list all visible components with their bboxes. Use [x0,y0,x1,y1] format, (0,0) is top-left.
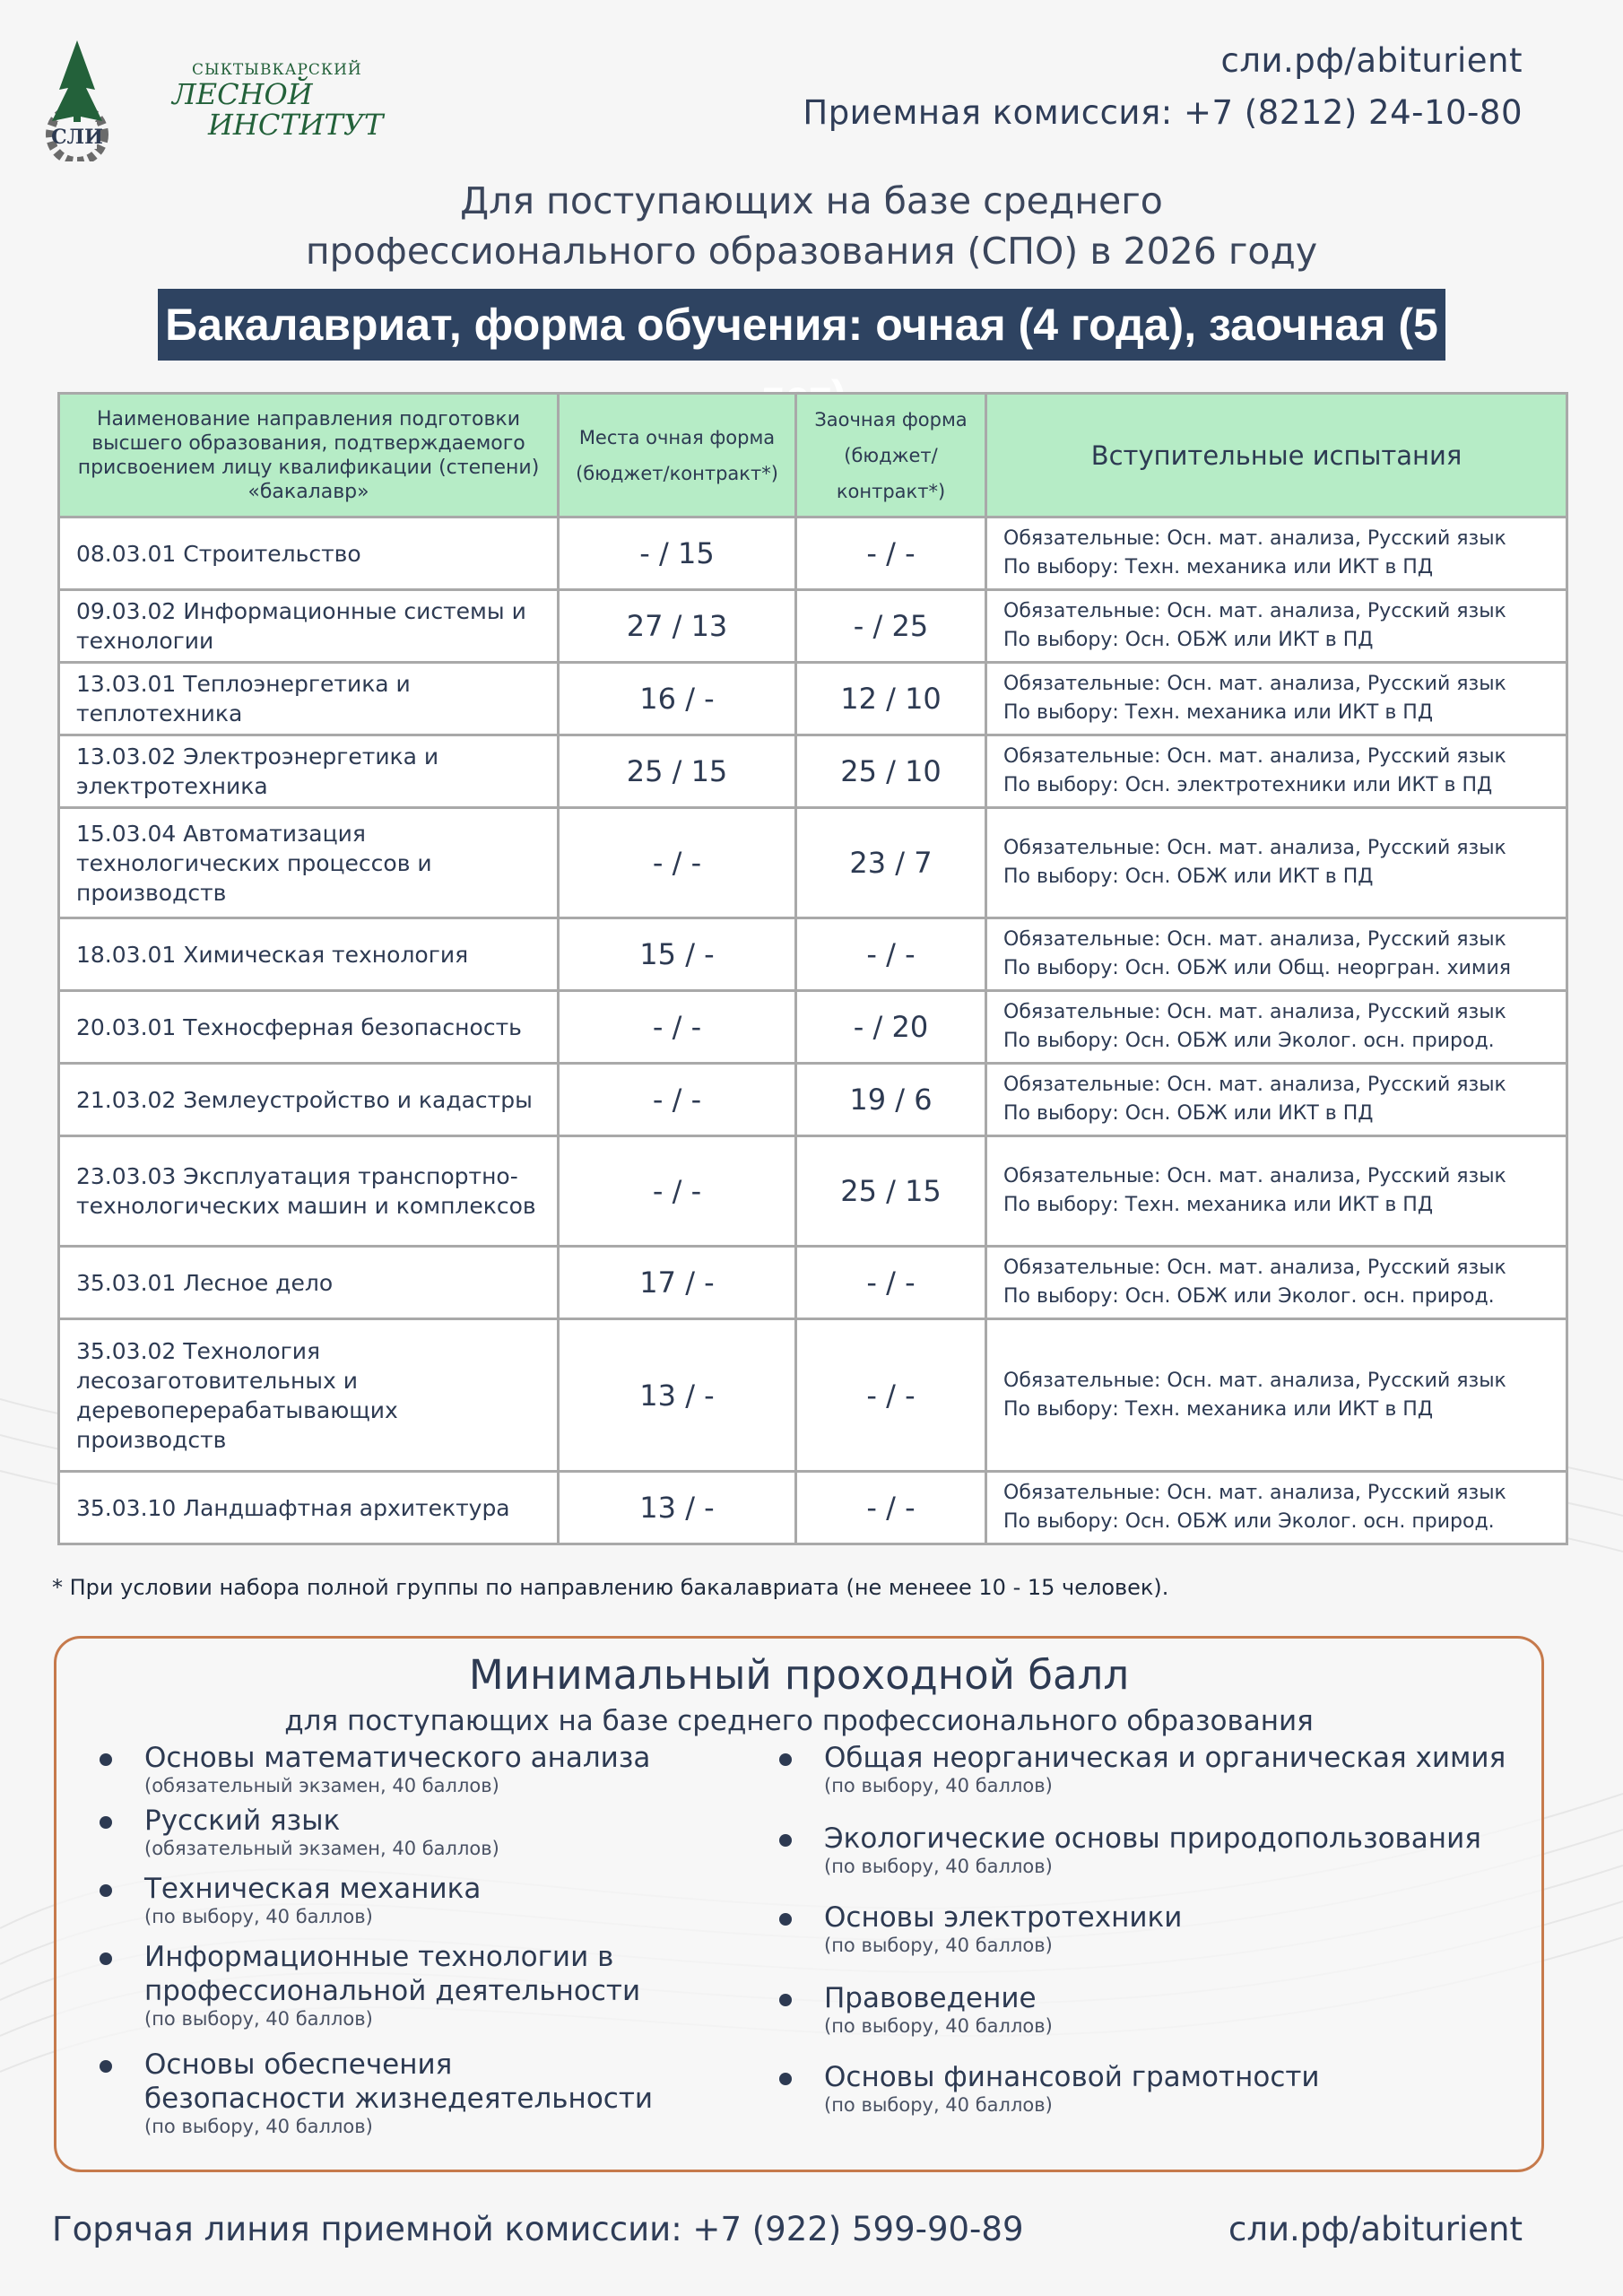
header-parttime [796,394,986,517]
exams-optional: По выбору: Осн. ОБЖ или ИКТ в ПД [1003,629,1374,651]
subject-item [779,1981,1515,2037]
hotline-phone[interactable]: Горячая линия приемной комиссии: +7 (922) 599-90-89 [52,2210,1024,2248]
exams-required: Обязательные: Осн. мат. анализа, Русский язык [1003,1001,1506,1023]
parttime-seats: - / 25 [796,590,986,663]
entrance-exams [986,1136,1567,1247]
fulltime-seats: 25 / 15 [559,735,796,808]
exams-optional: По выбору: Техн. механика или ИКТ в ПД [1003,556,1434,578]
table-row [59,1319,1567,1472]
entrance-exams [986,1319,1567,1472]
program-banner: Бакалавриат, форма обучения: очная (4 года), заочная (5 [158,289,1445,361]
programs-table [57,392,1568,1545]
subject-note: (по выбору, 40 баллов) [144,1906,373,1927]
bullet-icon [100,2060,112,2073]
program-name: 21.03.02 Землеустройство и кадастры [59,1064,559,1136]
subject-note: (по выбору, 40 баллов) [144,2008,373,2030]
header-phone[interactable]: Приемная комиссия: +7 (8212) 24-10-80 [803,93,1523,132]
program-name: 18.03.01 Химическая технология [59,918,559,991]
logo-line2: ИНСТИТУТ [208,108,384,142]
exams-required: Обязательные: Осн. мат. анализа, Русский язык [1003,837,1506,859]
exams-required: Обязательные: Осн. мат. анализа, Русский язык [1003,1257,1506,1279]
exams-optional: По выбору: Осн. ОБЖ или Эколог. осн. природ. [1003,1510,1495,1533]
exams-optional: По выбору: Техн. механика или ИКТ в ПД [1003,1397,1434,1421]
table-row [59,808,1567,918]
header-url-link[interactable]: сли.рф/abiturient [1220,41,1523,80]
fulltime-seats: - / 15 [559,517,796,590]
fulltime-seats: 16 / - [559,663,796,735]
subject-note: (по выбору, 40 баллов) [824,1775,1053,1796]
subject-name: Информационные технологии в профессиональной деятельности [144,1941,641,2007]
exams-required: Обязательные: Осн. мат. анализа, Русский язык [1003,527,1506,550]
fulltime-seats: - / - [559,1064,796,1136]
exams-required: Обязательные: Осн. мат. анализа, Русский язык [1003,745,1506,768]
table-row [59,517,1567,590]
intro-line2: профессионального образования (СПО) в 2026 году [305,230,1318,273]
entrance-exams [986,735,1567,808]
parttime-seats: - / - [796,517,986,590]
subject-note: (по выбору, 40 баллов) [824,2094,1053,2116]
entrance-exams [986,991,1567,1064]
header-parttime-note: (бюджет/контракт*) [836,444,946,502]
parttime-seats: 19 / 6 [796,1064,986,1136]
bullet-icon [100,1753,112,1766]
table-row [59,918,1567,991]
footnote: * При условии набора полной группы по направлению бакалавриата (не менеее 10 - 15 человек). [52,1575,1169,1600]
bullet-icon [779,1994,792,2006]
entrance-exams [986,1247,1567,1319]
table-row [59,1136,1567,1247]
exams-optional: По выбору: Осн. ОБЖ или ИКТ в ПД [1003,1102,1374,1125]
entrance-exams [986,590,1567,663]
parttime-seats: - / 20 [796,991,986,1064]
header-parttime-label: Заочная форма [814,408,968,430]
logo-small-text: СЫКТЫВКАРСКИЙ [192,61,362,79]
entrance-exams [986,1472,1567,1544]
fulltime-seats: - / - [559,991,796,1064]
subject-item [100,1804,727,1859]
exams-optional: По выбору: Осн. ОБЖ или Эколог. осн. природ. [1003,1030,1495,1052]
parttime-seats: - / - [796,1472,986,1544]
entrance-exams [986,1064,1567,1136]
parttime-seats: 12 / 10 [796,663,986,735]
exams-required: Обязательные: Осн. мат. анализа, Русский язык [1003,1165,1506,1187]
bullet-icon [100,1952,112,1965]
program-name: 15.03.04 Автоматизация технологических процессов и производств [59,808,559,918]
parttime-seats: - / - [796,1319,986,1472]
subject-name: Основы обеспечения безопасности жизнедеятельности [144,2048,654,2115]
exams-required: Обязательные: Осн. мат. анализа, Русский язык [1003,1074,1506,1096]
logo-line1: ЛЕСНОЙ [172,77,313,111]
parttime-seats: 25 / 10 [796,735,986,808]
subject-item [100,2048,655,2137]
subject-name: Правоведение [824,1982,1037,2014]
bullet-icon [779,2073,792,2085]
exams-optional: По выбору: Осн. электротехники или ИКТ в ПД [1003,774,1493,796]
subject-note: (обязательный экзамен, 40 баллов) [144,1775,499,1796]
table-row [59,735,1567,808]
exams-required: Обязательные: Осн. мат. анализа, Русский язык [1003,1482,1506,1504]
fulltime-seats: 13 / - [559,1472,796,1544]
program-name: 35.03.10 Ландшафтная архитектура [59,1472,559,1544]
program-name: 08.03.01 Строительство [59,517,559,590]
min-score-subtitle: для поступающих на базе среднего профессионального образования [284,1705,1314,1737]
subject-item [779,1822,1515,1877]
fulltime-seats: 13 / - [559,1319,796,1472]
subject-note: (по выбору, 40 баллов) [824,1935,1053,1956]
bullet-icon [779,1913,792,1926]
table-row [59,590,1567,663]
entrance-exams [986,663,1567,735]
exams-required: Обязательные: Осн. мат. анализа, Русский язык [1003,928,1506,951]
subject-item [100,1940,655,2030]
logo-tree-gear-icon [32,36,122,161]
fulltime-seats: 17 / - [559,1247,796,1319]
subject-item [779,2060,1515,2116]
subject-note: (обязательный экзамен, 40 баллов) [144,1838,499,1859]
program-name: 09.03.02 Информационные системы и технологии [59,590,559,663]
program-name: 13.03.02 Электроэнергетика и электротехника [59,735,559,808]
subject-item [100,1872,727,1927]
subject-name: Основы финансовой грамотности [824,2061,1320,2093]
subject-item [779,1900,1515,1956]
institute-logo [32,36,391,161]
table-row [59,663,1567,735]
footer-url-link[interactable]: сли.рф/abiturient [1228,2210,1523,2248]
entrance-exams [986,808,1567,918]
exams-optional: По выбору: Осн. ОБЖ или ИКТ в ПД [1003,865,1374,888]
bullet-icon [779,1834,792,1847]
fulltime-seats: 15 / - [559,918,796,991]
subject-note: (по выбору, 40 баллов) [824,1856,1053,1877]
subject-name: Техническая механика [144,1873,482,1905]
intro-line1: Для поступающих на базе среднего [460,179,1163,222]
min-score-title: Минимальный проходной балл [468,1651,1130,1699]
subject-name: Основы электротехники [824,1901,1183,1934]
program-name: 20.03.01 Техносферная безопасность [59,991,559,1064]
exams-required: Обязательные: Осн. мат. анализа, Русский язык [1003,600,1506,622]
intro-heading [0,176,1623,276]
min-score-panel [54,1636,1544,2172]
subject-note: (по выбору, 40 баллов) [824,2015,1053,2037]
program-name: 13.03.01 Теплоэнергетика и теплотехника [59,663,559,735]
subject-note: (по выбору, 40 баллов) [144,2116,373,2137]
exams-optional: По выбору: Техн. механика или ИКТ в ПД [1003,701,1434,724]
entrance-exams [986,918,1567,991]
table-header-row [59,394,1567,517]
exams-required: Обязательные: Осн. мат. анализа, Русский язык [1003,1369,1506,1392]
subject-name: Основы математического анализа [144,1742,651,1774]
program-name: 35.03.02 Технология лесозаготовительных и деревоперерабатывающих производств [59,1319,559,1472]
subject-name: Русский язык [144,1805,341,1837]
exams-required: Обязательные: Осн. мат. анализа, Русский язык [1003,673,1506,695]
logo-mark-text: СЛИ [51,126,103,149]
fulltime-seats: - / - [559,808,796,918]
subject-item [100,1741,727,1796]
bullet-icon [100,1884,112,1897]
table-row [59,1472,1567,1544]
entrance-exams [986,517,1567,590]
header-fulltime-note: (бюджет/контракт*) [576,462,778,484]
bullet-icon [100,1816,112,1829]
parttime-seats: 25 / 15 [796,1136,986,1247]
header-program-name: Наименование направления подготовки высшего образования, подтверждаемого присвоением лицу квалификации (степени) «бакалавр» [59,394,559,517]
exams-optional: По выбору: Техн. механика или ИКТ в ПД [1003,1194,1434,1216]
exams-optional: По выбору: Осн. ОБЖ или Общ. неоргран. химия [1003,957,1512,979]
subject-item [779,1741,1515,1796]
subject-name: Экологические основы природопользования [824,1822,1481,1855]
exams-optional: По выбору: Осн. ОБЖ или Эколог. осн. природ. [1003,1285,1495,1308]
program-name: 23.03.03 Эксплуатация транспортно-технологических машин и комплексов [59,1136,559,1247]
program-name: 35.03.01 Лесное дело [59,1247,559,1319]
parttime-seats: 23 / 7 [796,808,986,918]
header-fulltime-label: Места очная форма [578,426,776,448]
table-row [59,1064,1567,1136]
bullet-icon [779,1753,792,1766]
fulltime-seats: - / - [559,1136,796,1247]
table-row [59,1247,1567,1319]
parttime-seats: - / - [796,1247,986,1319]
fulltime-seats: 27 / 13 [559,590,796,663]
subject-name: Общая неорганическая и органическая химия [824,1742,1506,1774]
parttime-seats: - / - [796,918,986,991]
table-row [59,991,1567,1064]
header-fulltime [559,394,796,517]
header-exams: Вступительные испытания [986,394,1567,517]
